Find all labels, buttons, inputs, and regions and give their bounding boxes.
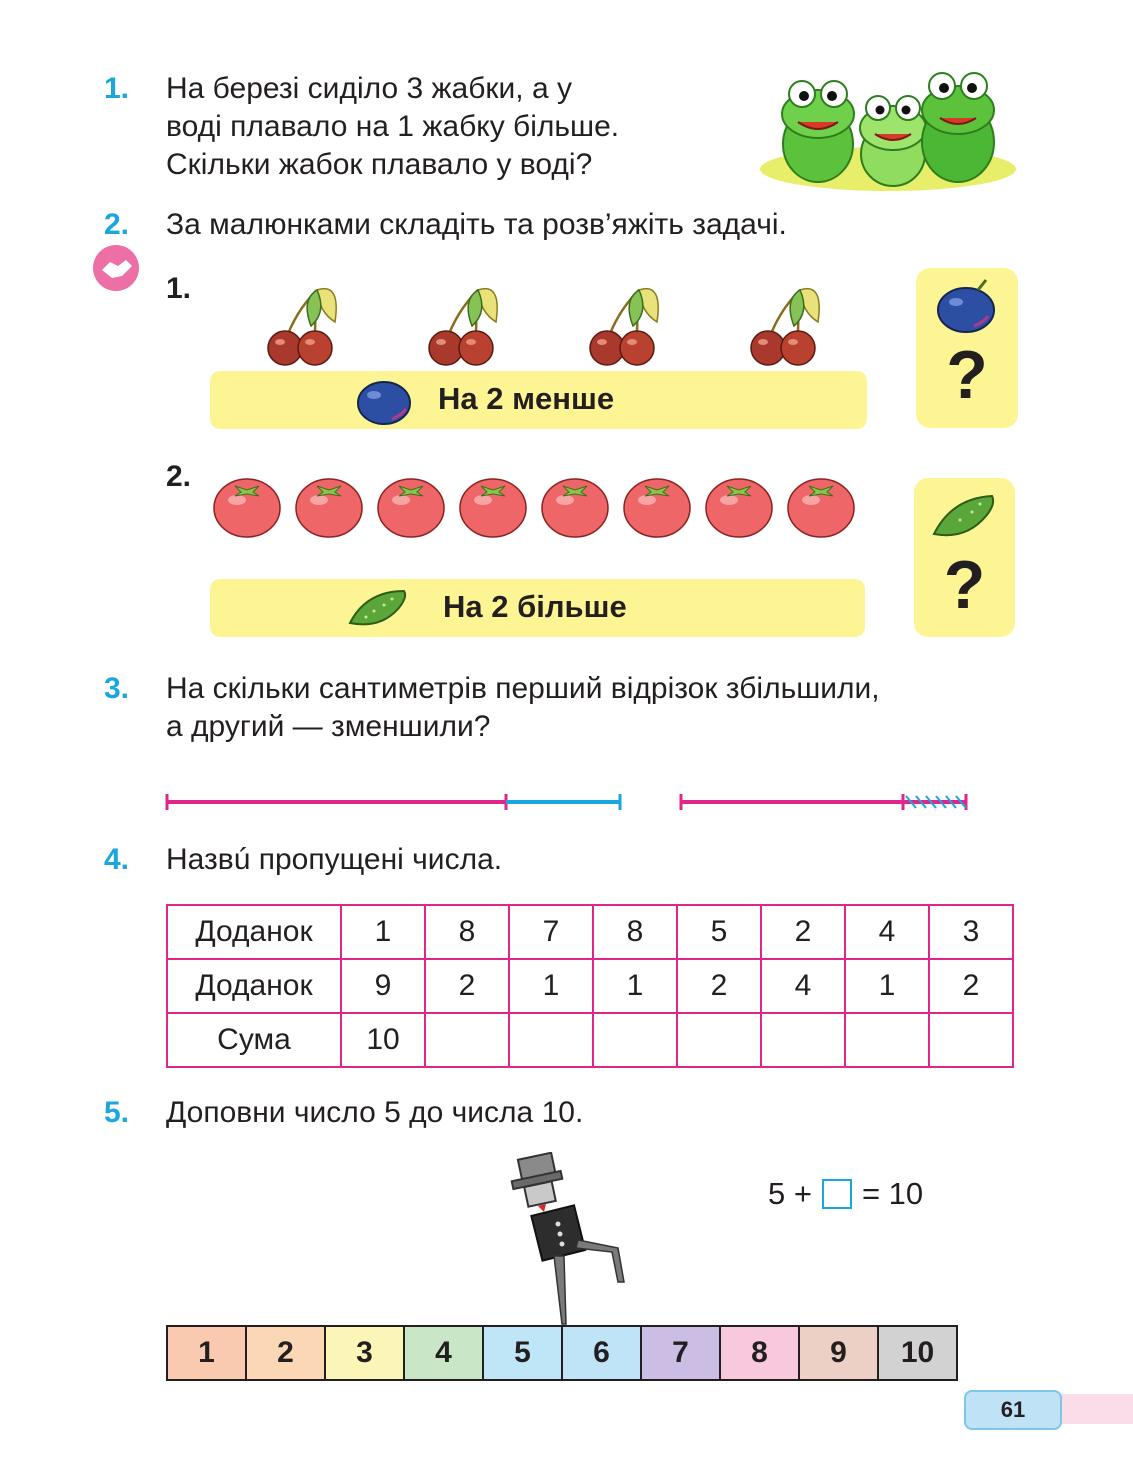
- subtask-2-band: [210, 579, 865, 637]
- strip-cell: 4: [405, 1327, 484, 1379]
- addition-table: [166, 904, 1014, 1068]
- row-label: Сума: [167, 1013, 341, 1067]
- cherries-row: [255, 280, 845, 370]
- table-cell: 1: [593, 959, 677, 1013]
- strip-cell: 7: [642, 1327, 721, 1379]
- table-cell: 4: [845, 905, 929, 959]
- strip-cell: 5: [484, 1327, 563, 1379]
- subtask-1-condition: На 2 менше: [438, 381, 615, 416]
- strip-cell: 6: [563, 1327, 642, 1379]
- task-5-text: Доповни число 5 до числа 10.: [166, 1096, 584, 1129]
- table-cell-empty[interactable]: [593, 1013, 677, 1067]
- task-3-line-2: а другий — зменшили?: [166, 710, 491, 743]
- segment-2: [681, 794, 966, 810]
- subtask-1-label: 1.: [166, 272, 192, 305]
- equation-right: = 10: [861, 1176, 924, 1211]
- number-strip: [166, 1325, 958, 1381]
- task-2-text: За малюнками складіть та розв’яжіть задачі.: [166, 208, 787, 241]
- table-cell: 1: [509, 959, 593, 1013]
- task-1-text: [166, 70, 619, 184]
- subtask-1-band: [210, 371, 867, 429]
- table-cell: 1: [341, 905, 425, 959]
- tomato-4: [460, 479, 526, 537]
- cherry-3: [590, 289, 658, 365]
- tomato-7: [706, 479, 772, 537]
- table-cell-empty[interactable]: [677, 1013, 761, 1067]
- cherry-1: [268, 289, 336, 365]
- task-1-line-2: воді плавало на 1 жабку більше.: [166, 110, 620, 143]
- subtask-2-question-mark: ?: [943, 547, 986, 623]
- table-row: [167, 959, 1013, 1013]
- task-4-text: Назвú пропущені числа.: [166, 843, 503, 876]
- task-2-number: 2.: [104, 208, 130, 241]
- table-cell: 2: [929, 959, 1013, 1013]
- task-3-text: [166, 670, 880, 746]
- table-cell: 9: [341, 959, 425, 1013]
- equation: [768, 1176, 923, 1212]
- page-number: 61: [964, 1390, 1062, 1430]
- table-cell: 2: [761, 905, 845, 959]
- equation-left: 5 +: [768, 1176, 812, 1211]
- table-row: [167, 1013, 1013, 1067]
- table-cell: 8: [593, 905, 677, 959]
- subtask-2-label: 2.: [166, 460, 192, 493]
- strip-cell: 8: [721, 1327, 800, 1379]
- compass-character: [500, 1152, 640, 1332]
- frog-right: [922, 73, 994, 182]
- table-row: [167, 905, 1013, 959]
- table-cell-empty[interactable]: [761, 1013, 845, 1067]
- task-4-number: 4.: [104, 843, 130, 876]
- row-label: Доданок: [167, 959, 341, 1013]
- tomato-6: [624, 479, 690, 537]
- strip-cell: 2: [247, 1327, 326, 1379]
- plum-icon: [356, 375, 414, 425]
- cherry-2: [429, 289, 497, 365]
- tomato-2: [296, 479, 362, 537]
- table-cell-empty[interactable]: [425, 1013, 509, 1067]
- strip-cell: 10: [879, 1327, 956, 1379]
- cherry-4: [751, 289, 819, 365]
- task-1-line-1: На березі сиділо 3 жабки, а у: [166, 72, 572, 105]
- table-cell: 10: [341, 1013, 425, 1067]
- table-cell: 3: [929, 905, 1013, 959]
- task-1-line-3: Скільки жабок плавало у воді?: [166, 148, 593, 181]
- table-cell-empty[interactable]: [845, 1013, 929, 1067]
- cucumber-icon: [930, 490, 1000, 542]
- segments-diagram: [160, 790, 980, 816]
- table-cell: 5: [677, 905, 761, 959]
- table-cell-empty[interactable]: [509, 1013, 593, 1067]
- subtask-2-question-box: [914, 478, 1015, 637]
- tomatoes-row: [210, 470, 870, 540]
- table-cell: 4: [761, 959, 845, 1013]
- tomato-3: [378, 479, 444, 537]
- plum-icon: [934, 276, 998, 334]
- subtask-1-question-mark: ?: [946, 337, 988, 413]
- tomato-1: [214, 479, 280, 537]
- subtask-1-question-box: [916, 268, 1018, 428]
- cucumber-icon: [346, 585, 412, 631]
- table-cell: 2: [677, 959, 761, 1013]
- strip-cell: 1: [168, 1327, 247, 1379]
- row-label: Доданок: [167, 905, 341, 959]
- frog-left: [782, 81, 854, 182]
- pair-work-icon: [92, 244, 140, 292]
- task-3-line-1: На скільки сантиметрів перший відрізок збільшили,: [166, 672, 880, 705]
- segment-1: [167, 794, 620, 810]
- table-cell: 2: [425, 959, 509, 1013]
- strip-cell: 9: [800, 1327, 879, 1379]
- table-cell-empty[interactable]: [929, 1013, 1013, 1067]
- answer-box[interactable]: [822, 1179, 852, 1209]
- subtask-2-condition: На 2 більше: [443, 589, 627, 624]
- table-cell: 1: [845, 959, 929, 1013]
- task-1-number: 1.: [104, 72, 130, 105]
- tomato-8: [788, 479, 854, 537]
- frogs-illustration: [758, 64, 1023, 194]
- task-5-number: 5.: [104, 1096, 130, 1129]
- table-cell: 7: [509, 905, 593, 959]
- tomato-5: [542, 479, 608, 537]
- task-3-number: 3.: [104, 672, 130, 705]
- frog-middle: [860, 96, 926, 186]
- table-cell: 8: [425, 905, 509, 959]
- strip-cell: 3: [326, 1327, 405, 1379]
